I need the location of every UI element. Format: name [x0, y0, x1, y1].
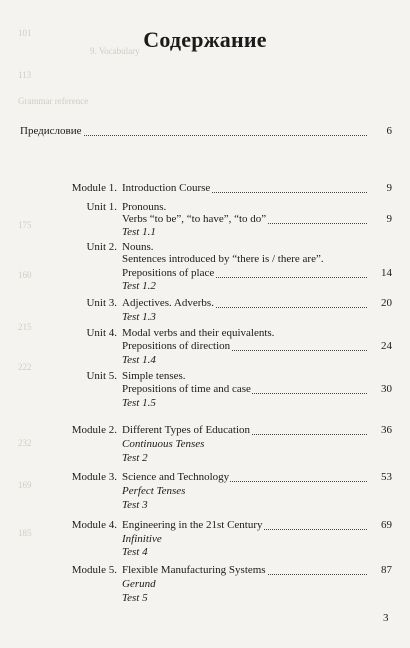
toc-entry: [0, 340, 410, 353]
toc-entry-title: Simple tenses.: [122, 370, 186, 382]
toc-entry-subtitle: Test 1.3: [122, 311, 156, 323]
bleed-through-decoration: 160: [18, 270, 32, 280]
bleed-through-decoration: 9. Vocabulary: [90, 46, 140, 56]
toc-entry-number: Module 5.: [71, 564, 117, 576]
toc-entry-page: 9: [386, 182, 392, 194]
bleed-through-decoration: 185: [18, 528, 32, 538]
toc-entry-title: Prepositions of place: [122, 267, 215, 279]
toc-entry: [0, 213, 410, 226]
toc-entry: [0, 383, 410, 396]
toc-entry-title: Science and Technology: [122, 471, 230, 483]
toc-entry: [0, 354, 410, 367]
toc-entry: [0, 267, 410, 280]
toc-entry: [0, 424, 410, 437]
bleed-through-decoration: Grammar reference: [18, 96, 89, 106]
toc-entry: [0, 226, 410, 239]
bleed-through-decoration: 232: [18, 438, 32, 448]
toc-entry-page: 14: [381, 267, 392, 279]
toc-entry: [0, 471, 410, 484]
toc-entry-title: Sentences introduced by “there is / there are”.: [122, 253, 324, 265]
toc-entry-subtitle: Test 3: [122, 499, 148, 511]
toc-entry-page: 69: [381, 519, 392, 531]
toc-entry-number: Unit 4.: [86, 327, 117, 339]
toc-entry: [0, 438, 410, 451]
toc-entry: [0, 499, 410, 512]
toc-entry-page: 24: [381, 340, 392, 352]
toc-entry-number: Unit 1.: [86, 201, 117, 213]
toc-entry: [0, 311, 410, 324]
toc-entry-number: Unit 2.: [86, 241, 117, 253]
toc-entry-subtitle: Test 2: [122, 452, 148, 464]
toc-entry-page: 20: [381, 297, 392, 309]
toc-entry-title: Different Types of Education: [122, 424, 251, 436]
toc-entry-title: Предисловие: [20, 125, 82, 137]
toc-entry-page: 6: [386, 125, 392, 137]
toc-entry-number: Module 3.: [71, 471, 117, 483]
toc-entry-subtitle: Test 5: [122, 592, 148, 604]
toc-entry: [0, 452, 410, 465]
bleed-through-decoration: 101: [18, 28, 32, 38]
toc-entry-title: Adjectives. Adverbs.: [122, 297, 214, 309]
toc-entry-number: Module 4.: [71, 519, 117, 531]
toc-entry-title: Modal verbs and their equivalents.: [122, 327, 275, 339]
toc-entry-page: 9: [386, 213, 392, 225]
toc-entry-page: 30: [381, 383, 392, 395]
toc-entry-number: Module 1.: [71, 182, 117, 194]
bleed-through-decoration: 215: [18, 322, 32, 332]
bleed-through-decoration: 169: [18, 480, 32, 490]
toc-entry: [0, 280, 410, 293]
toc-entry-number: Module 2.: [71, 424, 117, 436]
toc-entry-subtitle: Test 1.4: [122, 354, 156, 366]
toc-entry-title: Prepositions of direction: [122, 340, 231, 352]
bleed-through-decoration: 113: [18, 70, 32, 80]
toc-entry-subtitle: Infinitive: [122, 533, 162, 545]
toc-entry: [0, 546, 410, 559]
bleed-through-decoration: 175: [18, 220, 32, 230]
toc-entry-title: Pronouns.: [122, 201, 167, 213]
toc-entry-page: 53: [381, 471, 392, 483]
page-number: 3: [383, 612, 389, 624]
toc-entry-subtitle: Test 1.2: [122, 280, 156, 292]
toc-entry-number: Unit 3.: [86, 297, 117, 309]
toc-entry-title: Engineering in the 21st Century: [122, 519, 263, 531]
toc-entry-subtitle: Continuous Tenses: [122, 438, 205, 450]
toc-entry: [0, 125, 410, 138]
toc-entry: [0, 564, 410, 577]
toc-entry-subtitle: Test 4: [122, 546, 148, 558]
toc-entry-title: Introduction Course: [122, 182, 211, 194]
toc-entry: [0, 397, 410, 410]
toc-entry-page: 36: [381, 424, 392, 436]
toc-entry-title: Verbs “to be”, “to have”, “to do”: [122, 213, 267, 225]
toc-entry-title: Prepositions of time and case: [122, 383, 251, 395]
toc-entry-title: Nouns.: [122, 241, 154, 253]
toc-entry: [0, 533, 410, 546]
toc-entry-page: 87: [381, 564, 392, 576]
toc-entry-subtitle: Gerund: [122, 578, 156, 590]
toc-entry-subtitle: Perfect Tenses: [122, 485, 186, 497]
toc-entry-subtitle: Test 1.1: [122, 226, 156, 238]
toc-entry-number: Unit 5.: [86, 370, 117, 382]
toc-entry: [0, 485, 410, 498]
toc-entry: [0, 297, 410, 310]
toc-entry: [0, 578, 410, 591]
toc-entry: [0, 592, 410, 605]
toc-entry-title: Flexible Manufacturing Systems: [122, 564, 266, 576]
page-title: Содержание: [143, 27, 267, 52]
toc-entry: [0, 182, 410, 195]
toc-entry-subtitle: Test 1.5: [122, 397, 156, 409]
toc-entry: [0, 519, 410, 532]
bleed-through-decoration: 222: [18, 362, 32, 372]
